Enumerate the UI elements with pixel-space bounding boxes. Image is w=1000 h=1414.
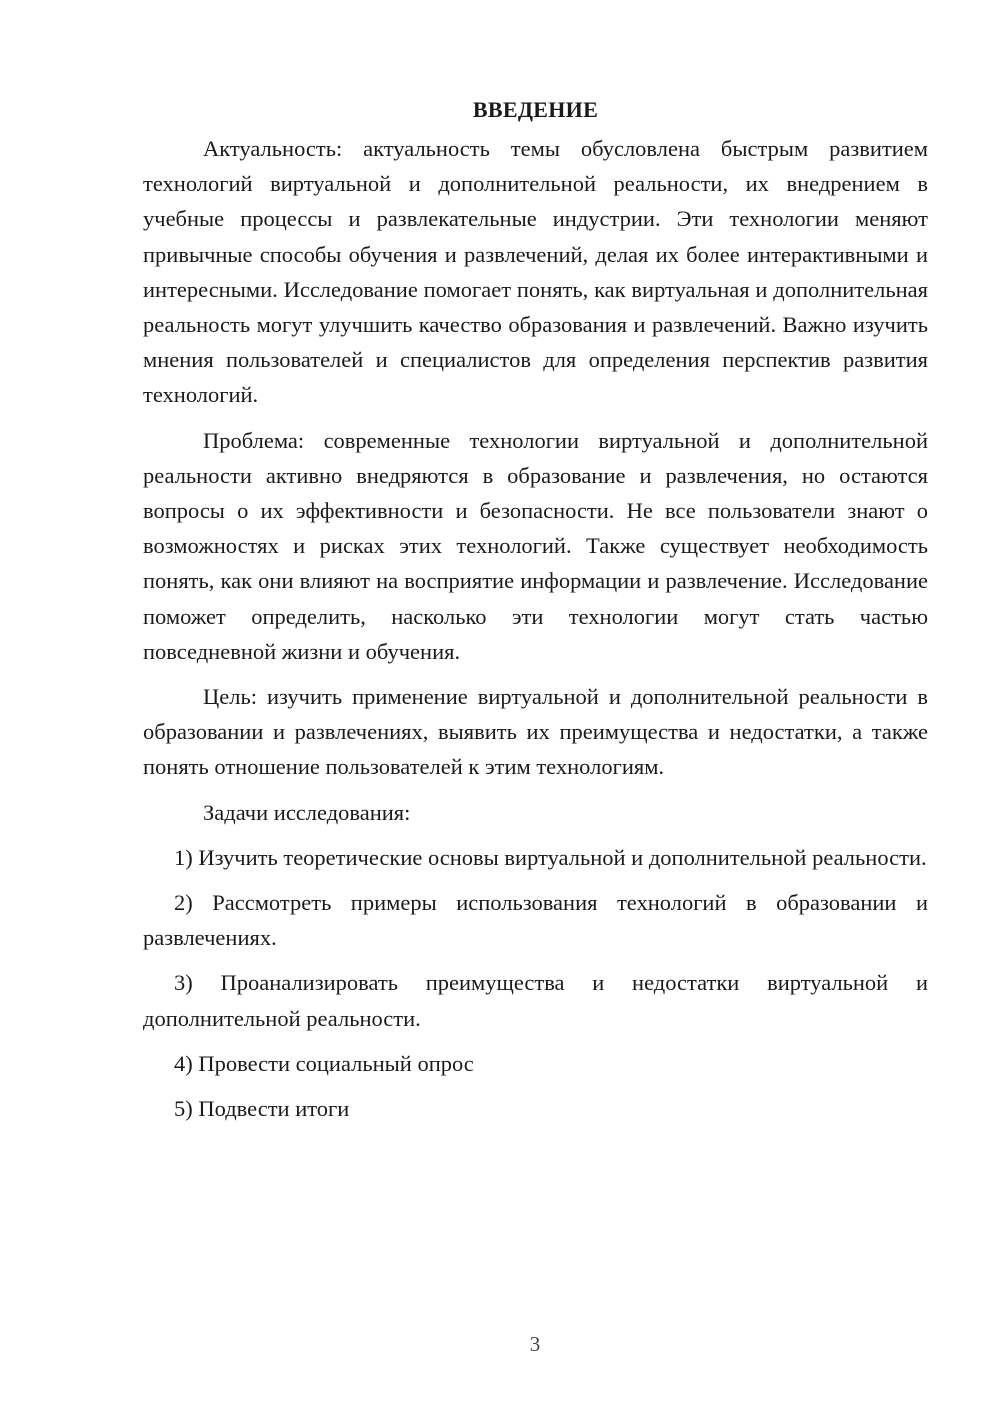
goal-paragraph: Цель: изучить применение виртуальной и дополнительной реальности в образовании и развлечениях, выявить их преимущества и недостатки, а также понять отношение пользователей к этим технологиям. <box>143 684 928 780</box>
section-heading: ВВЕДЕНИЕ <box>472 97 599 122</box>
document-page <box>143 92 928 1126</box>
task-item-5: 5) Подвести итоги <box>174 1096 350 1122</box>
task-item-1: 1) Изучить теоретические основы виртуальной и дополнительной реальности. <box>174 844 927 870</box>
relevance-paragraph: Актуальность: актуальность темы обусловлена быстрым развитием технологий виртуальной и дополнительной реальности, их внедрением в учебные процессы и развлекательные индустрии. Эти технологии меняют привычные способы обучения и развлечений, делая их более интерактивными и интересными. Исследование помогает понять, как виртуальная и дополнительная реальность могут улучшить качество образования и развлечений. Важно изучить мнения пользователей и специалистов для определения перспектив развития технологий. <box>143 136 928 408</box>
problem-paragraph: Проблема: современные технологии виртуальной и дополнительной реальности активно внедряются в образование и развлечения, но остаются вопросы о их эффективности и безопасности. Не все пользователи знают о возможностях и рисках этих технологий. Также существует необходимость понять, как они влияют на восприятие информации и развлечение. Исследование поможет определить, насколько эти технологии могут стать частью повседневной жизни и обучения. <box>143 427 928 664</box>
task-item-2: 2) Рассмотреть примеры использования технологий в образовании и развлечениях. <box>143 890 928 951</box>
page-number: 3 <box>529 1332 541 1356</box>
task-item-4: 4) Провести социальный опрос <box>174 1050 474 1076</box>
tasks-heading: Задачи исследования: <box>203 799 411 825</box>
task-item-3: 3) Проанализировать преимущества и недостатки виртуальной и дополнительной реальности. <box>143 970 928 1031</box>
